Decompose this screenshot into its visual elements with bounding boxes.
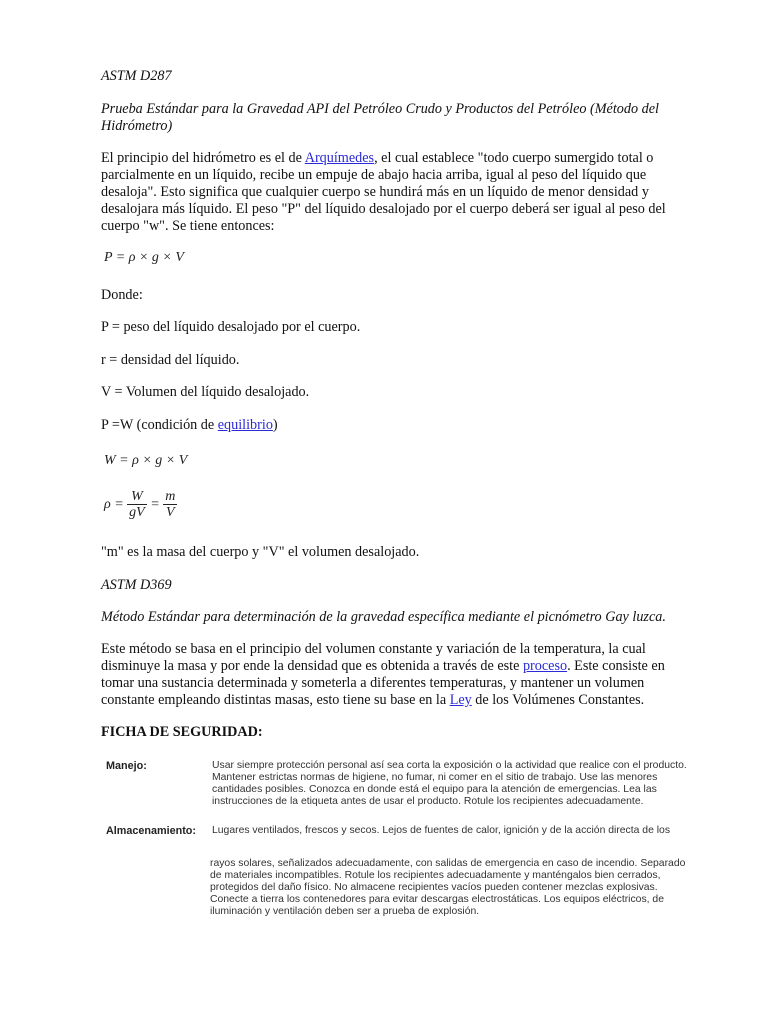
equilibrium-condition [101, 417, 278, 434]
section-title-d369: ASTM D369 [101, 577, 172, 593]
fraction-denominator: V [165, 505, 175, 520]
paragraph-mass: "m" es la masa del cuerpo y "V" el volumen desalojado. [101, 544, 420, 560]
formula-density [104, 489, 177, 521]
link-equilibrio[interactable]: equilibrio [217, 417, 273, 433]
definition-r: r = densidad del líquido. [101, 352, 240, 368]
formula-p: P = ρ × g × V [104, 250, 184, 265]
section-title-d287: ASTM D287 [101, 68, 172, 84]
paragraph-text: de los Volúmenes Constantes. [471, 692, 645, 708]
link-ley[interactable]: Ley [449, 692, 472, 708]
section-subtitle-d287: Prueba Estándar para la Gravedad API del Petróleo Crudo y Productos del Petróleo (Método del Hidrómetro) [101, 101, 659, 134]
paragraph-pycnometer [101, 641, 671, 709]
paragraph-text: , el cual establece "todo cuerpo sumergido total o parcialmente en un líquido, recibe un empuje de abajo hacia arriba, igual al peso del líquido que desaloja". Esto significa que cualquier cuerpo se hundirá más en un líquido de menor densidad y desalojara más líquido. El peso "P" del líquido desalojado por el cuerpo deberá ser igual al peso del cuerpo "w". Se tiene entonces: [101, 150, 666, 234]
condition-text: ) [272, 417, 278, 433]
fraction-numerator: W [127, 489, 147, 505]
formula-lhs: ρ = [104, 497, 124, 513]
definition-v: V = Volumen del líquido desalojado. [101, 384, 310, 400]
safety-table [101, 760, 691, 930]
manejo-text: Usar siempre protección personal así sea corta la exposición o la actividad que realice con el producto. Mantener estrictas normas de higiene, no fumar, ni comer en el sitio de trabajo. Use las menores cantidades posibles. Conozca en donde está el equipo para la atención de emergencias. Lea las instrucciones de la etiqueta antes de usar el producto. Rotule los recipientes adecuadamente. [212, 760, 687, 807]
formula-equals: = [150, 497, 160, 513]
fraction-denominator: gV [129, 505, 145, 520]
donde-label: Donde: [101, 287, 143, 303]
fraction-w-gv [127, 489, 147, 521]
paragraph-text: . Este consiste en tomar una sustancia determinada y someterla a diferentes temperaturas, y mantener un volumen constante empleando distintas masas, esto tiene su base en la [101, 658, 665, 708]
fraction-numerator: m [165, 489, 176, 504]
manejo-label: Manejo: [106, 760, 147, 772]
condition-text: P =W (condición de [101, 417, 218, 433]
fraction-m-v [163, 489, 177, 521]
almacenamiento-text-continued: rayos solares, señalizados adecuadamente, con salidas de emergencia en caso de incendio. Separado de materiales incompatibles. Rotule los recipientes adecuadamente y manténgalos bien cerrados, protegidos del daño físico. No almacene recipientes vacíos pueden contener mezclas explosivas. Conecte a tierra los contenedores para evitar descargas electrostáticas. Los equipos eléctricos, de iluminación y ventilación deben ser a prueba de explosión. [210, 858, 686, 917]
safety-heading: FICHA DE SEGURIDAD: [101, 724, 263, 740]
link-proceso[interactable]: proceso [522, 658, 568, 674]
paragraph-archimedes [101, 150, 671, 235]
paragraph-text: El principio del hidrómetro es el de [101, 150, 305, 166]
link-arquimedes[interactable]: Arquímedes [304, 150, 375, 166]
almacenamiento-label: Almacenamiento: [106, 825, 196, 837]
formula-w: W = ρ × g × V [104, 453, 188, 468]
section-subtitle-d369: Método Estándar para determinación de la gravedad específica mediante el picnómetro Gay luzca. [101, 609, 666, 625]
definition-p: P = peso del líquido desalojado por el cuerpo. [101, 319, 361, 335]
paragraph-text: Este método se basa en el principio del volumen constante y variación de la temperatura, la cual disminuye la masa y por ende la densidad que es obtenida a través de este [101, 641, 646, 674]
almacenamiento-text-line1: Lugares ventilados, frescos y secos. Lejos de fuentes de calor, ignición y de la acción directa de los [212, 825, 671, 836]
